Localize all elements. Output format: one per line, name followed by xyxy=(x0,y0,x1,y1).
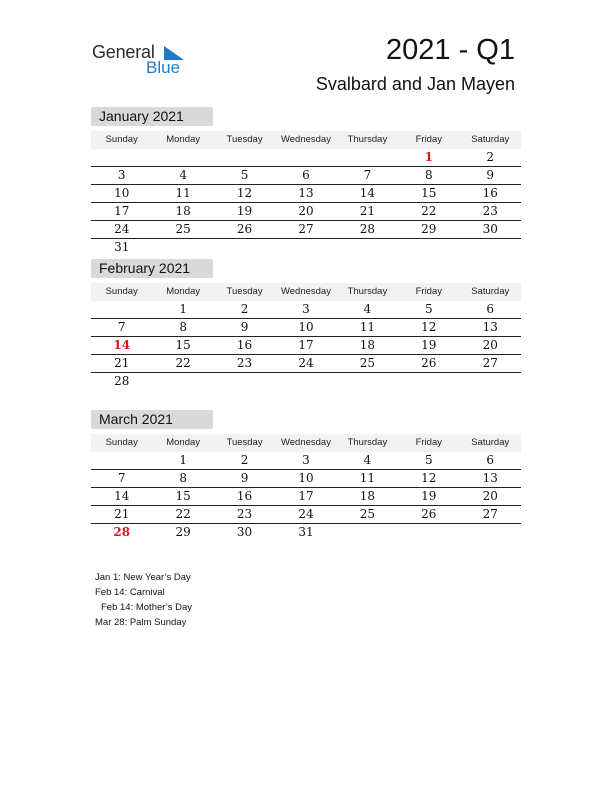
day-cell: 4 xyxy=(363,453,372,467)
day-cell: 28 xyxy=(359,222,376,236)
day-cell: 16 xyxy=(482,186,498,200)
day-cell: 19 xyxy=(421,338,437,352)
day-cell: 6 xyxy=(486,453,495,467)
weekday-label: Monday xyxy=(166,134,201,145)
day-cell: 20 xyxy=(482,338,498,352)
day-cell: 12 xyxy=(236,186,253,200)
weekday-label: Thursday xyxy=(347,437,388,448)
day-cell: 13 xyxy=(482,320,498,334)
day-cell xyxy=(398,239,459,256)
day-cell: 27 xyxy=(482,356,498,370)
day-cell xyxy=(398,524,459,541)
weekday-label: Wednesday xyxy=(280,437,331,448)
week-row xyxy=(91,149,521,167)
day-cell: 29 xyxy=(175,525,191,539)
day-cell: 8 xyxy=(425,168,433,182)
day-cell: 17 xyxy=(298,489,314,503)
holiday-note: Feb 14: Mother’s Day xyxy=(101,602,192,613)
day-cell xyxy=(152,373,213,390)
month-block xyxy=(91,107,521,256)
day-cell xyxy=(275,373,336,390)
holiday-note: Mar 28: Palm Sunday xyxy=(95,617,187,628)
weekday-label: Friday xyxy=(415,437,443,448)
day-cell: 1 xyxy=(179,302,187,316)
day-cell xyxy=(91,301,152,318)
day-cell: 11 xyxy=(175,186,191,200)
month-grid xyxy=(91,434,521,541)
day-cell: 25 xyxy=(359,356,376,370)
week-row xyxy=(91,301,521,319)
day-cell xyxy=(152,239,213,256)
day-cell: 5 xyxy=(425,302,433,316)
day-cell: 20 xyxy=(298,204,314,218)
month-block xyxy=(91,259,521,390)
page-subtitle: Svalbard and Jan Mayen xyxy=(315,74,515,94)
day-cell: 19 xyxy=(421,489,437,503)
day-cell: 2 xyxy=(240,453,249,467)
weekday-label: Sunday xyxy=(105,134,138,145)
holiday-day-cell: 1 xyxy=(424,150,433,164)
day-cell xyxy=(337,239,398,256)
day-cell xyxy=(91,452,152,469)
day-cell: 14 xyxy=(359,186,376,200)
day-cell: 15 xyxy=(175,489,191,503)
holiday-note: Feb 14: Carnival xyxy=(95,587,165,598)
day-cell xyxy=(460,373,521,390)
weekday-label: Thursday xyxy=(347,134,388,145)
day-cell: 28 xyxy=(114,374,130,388)
month-grid xyxy=(91,283,521,390)
week-row xyxy=(91,239,521,256)
day-cell xyxy=(337,149,398,166)
day-cell: 6 xyxy=(302,168,310,182)
weekday-label: Tuesday xyxy=(226,286,263,297)
day-cell: 21 xyxy=(114,507,130,521)
day-cell: 18 xyxy=(175,204,191,218)
day-cell: 22 xyxy=(175,507,191,521)
week-row xyxy=(91,203,521,221)
day-cell: 12 xyxy=(421,320,437,334)
day-cell xyxy=(275,239,336,256)
day-cell: 24 xyxy=(114,222,130,236)
generalblue-logo xyxy=(92,40,192,80)
weekday-label: Friday xyxy=(415,134,443,145)
day-cell xyxy=(214,373,275,390)
weekday-label: Saturday xyxy=(471,134,510,145)
day-cell: 13 xyxy=(482,471,498,485)
week-row xyxy=(91,355,521,373)
day-cell: 24 xyxy=(298,356,314,370)
weekday-label: Sunday xyxy=(105,437,138,448)
day-cell xyxy=(214,149,275,166)
weekday-label: Friday xyxy=(415,286,443,297)
day-cell: 13 xyxy=(298,186,314,200)
week-row xyxy=(91,470,521,488)
day-cell: 7 xyxy=(117,471,126,485)
day-cell: 3 xyxy=(302,302,310,316)
weekday-header-row xyxy=(91,283,521,301)
day-cell xyxy=(214,239,275,256)
holiday-day-cell: 14 xyxy=(113,338,131,352)
week-row xyxy=(91,167,521,185)
day-cell: 27 xyxy=(298,222,314,236)
day-cell: 12 xyxy=(421,471,437,485)
day-cell: 9 xyxy=(486,168,495,182)
weekday-label: Saturday xyxy=(471,286,510,297)
holiday-note: Jan 1: New Year’s Day xyxy=(95,572,191,583)
day-cell: 5 xyxy=(240,168,249,182)
week-row xyxy=(91,337,521,355)
day-cell xyxy=(460,239,521,256)
day-cell: 23 xyxy=(236,507,253,521)
day-cell: 8 xyxy=(179,320,187,334)
day-cell: 25 xyxy=(359,507,376,521)
day-cell: 22 xyxy=(421,204,437,218)
day-cell xyxy=(337,524,398,541)
logo-text-general: General xyxy=(92,42,155,62)
day-cell: 15 xyxy=(421,186,437,200)
day-cell: 21 xyxy=(359,204,376,218)
day-cell: 11 xyxy=(359,471,376,485)
day-cell: 20 xyxy=(482,489,498,503)
day-cell: 18 xyxy=(359,338,376,352)
day-cell: 23 xyxy=(236,356,253,370)
day-cell: 27 xyxy=(482,507,498,521)
day-cell: 16 xyxy=(236,338,253,352)
day-cell: 21 xyxy=(114,356,130,370)
day-cell xyxy=(152,149,213,166)
day-cell: 26 xyxy=(421,507,437,521)
day-cell: 30 xyxy=(482,222,498,236)
weekday-label: Saturday xyxy=(471,437,510,448)
day-cell: 1 xyxy=(179,453,187,467)
weekday-label: Wednesday xyxy=(280,134,331,145)
day-cell: 10 xyxy=(114,186,130,200)
logo-text-blue: Blue xyxy=(146,58,181,77)
week-row xyxy=(91,452,521,470)
day-cell: 19 xyxy=(236,204,253,218)
day-cell: 26 xyxy=(421,356,437,370)
day-cell: 6 xyxy=(486,302,495,316)
day-cell xyxy=(275,149,336,166)
weekday-label: Tuesday xyxy=(226,134,263,145)
month-grid xyxy=(91,131,521,256)
day-cell: 3 xyxy=(117,168,126,182)
page-title: 2021 - Q1 xyxy=(386,34,515,66)
day-cell: 4 xyxy=(363,302,372,316)
day-cell: 23 xyxy=(482,204,498,218)
holiday-day-cell: 28 xyxy=(113,525,131,539)
weekday-label: Monday xyxy=(166,286,201,297)
holiday-notes xyxy=(95,570,192,630)
day-cell: 11 xyxy=(359,320,376,334)
day-cell: 14 xyxy=(114,489,130,503)
day-cell xyxy=(337,373,398,390)
day-cell: 7 xyxy=(363,168,372,182)
weekday-label: Monday xyxy=(166,437,201,448)
weekday-header-row xyxy=(91,434,521,452)
day-cell: 3 xyxy=(302,453,310,467)
day-cell: 4 xyxy=(179,168,187,182)
week-row xyxy=(91,506,521,524)
day-cell: 5 xyxy=(425,453,433,467)
day-cell xyxy=(398,373,459,390)
month-name: March 2021 xyxy=(91,410,213,429)
day-cell: 15 xyxy=(175,338,191,352)
weekday-label: Tuesday xyxy=(226,437,263,448)
day-cell: 10 xyxy=(298,471,314,485)
day-cell: 10 xyxy=(298,320,314,334)
month-name: January 2021 xyxy=(91,107,213,126)
day-cell: 8 xyxy=(179,471,187,485)
day-cell: 16 xyxy=(236,489,253,503)
week-row xyxy=(91,185,521,203)
day-cell: 30 xyxy=(236,525,253,539)
day-cell: 17 xyxy=(298,338,314,352)
day-cell: 7 xyxy=(117,320,126,334)
weekday-label: Wednesday xyxy=(280,286,331,297)
day-cell xyxy=(91,149,152,166)
day-cell: 25 xyxy=(175,222,191,236)
day-cell: 29 xyxy=(421,222,437,236)
week-row xyxy=(91,319,521,337)
weekday-label: Thursday xyxy=(347,286,388,297)
day-cell: 2 xyxy=(240,302,249,316)
week-row xyxy=(91,221,521,239)
day-cell xyxy=(460,524,521,541)
day-cell: 31 xyxy=(114,240,130,254)
week-row xyxy=(91,524,521,541)
day-cell: 17 xyxy=(114,204,130,218)
month-name: February 2021 xyxy=(91,259,213,278)
day-cell: 9 xyxy=(240,320,249,334)
day-cell: 31 xyxy=(298,525,314,539)
weekday-label: Sunday xyxy=(105,286,138,297)
week-row xyxy=(91,488,521,506)
week-row xyxy=(91,373,521,390)
day-cell: 24 xyxy=(298,507,314,521)
month-block xyxy=(91,410,521,541)
weekday-header-row xyxy=(91,131,521,149)
day-cell: 2 xyxy=(486,150,495,164)
day-cell: 26 xyxy=(236,222,253,236)
day-cell: 22 xyxy=(175,356,191,370)
day-cell: 18 xyxy=(359,489,376,503)
day-cell: 9 xyxy=(240,471,249,485)
